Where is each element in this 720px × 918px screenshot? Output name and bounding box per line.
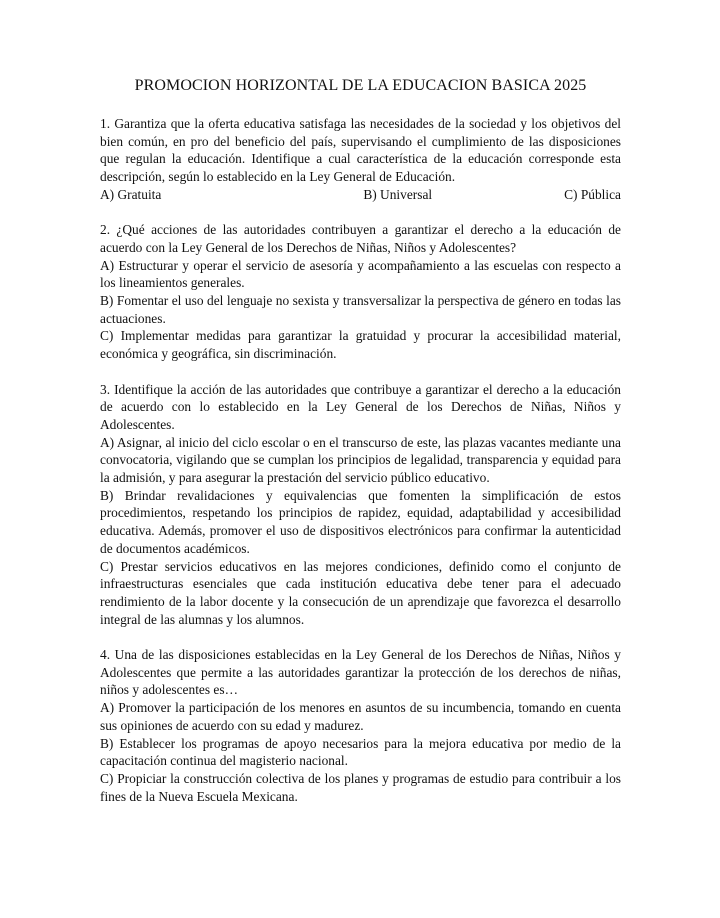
document-title: PROMOCION HORIZONTAL DE LA EDUCACION BASICA 2025 bbox=[134, 77, 587, 94]
answer-option-b: B) Fomentar el uso del lenguaje no sexista y transversalizar la perspectiva de género en todas las actuaciones. bbox=[100, 293, 621, 326]
question-stem: 2. ¿Qué acciones de las autoridades contribuyen a garantizar el derecho a la educación de acuerdo con la Ley General de los Derechos de Niñas, Niños y Adolescentes? bbox=[100, 222, 621, 255]
question-stem: 3. Identifique la acción de las autoridades que contribuye a garantizar el derecho a la educación de acuerdo con lo establecido en la Ley General de los Derechos de Niñas, Niños y Adolescentes. bbox=[100, 381, 621, 432]
answer-option-b: B) Brindar revalidaciones y equivalencias que fomenten la simplificación de estos procedimientos, respetando los principios de rapidez, equidad, adaptabilidad y accesibilidad educativa. Además, promover el uso de dispositivos electrónicos para confirmar la autenticidad de documentos académicos. bbox=[100, 487, 621, 556]
answer-option-a: A) Gratuita bbox=[100, 186, 162, 202]
answer-option-c: C) Propiciar la construcción colectiva de los planes y programas de estudio para contribuir a los fines de la Nueva Escuela Mexicana. bbox=[100, 770, 621, 804]
answer-option-a: A) Promover la participación de los menores en asuntos de su incumbencia, tomando en cuenta sus opiniones de acuerdo con su edad y madurez. bbox=[100, 700, 621, 733]
answer-option-c: C) Pública bbox=[564, 186, 621, 202]
answer-option-b: B) Establecer los programas de apoyo necesarios para la mejora educativa por medio de la capacitación continua del magisterio nacional. bbox=[100, 735, 621, 769]
question-stem: 1. Garantiza que la oferta educativa satisfaga las necesidades de la sociedad y los objetivos del bien común, en pro del beneficio del país, supervisando el cumplimiento de las disposiciones que regulan la educación. Identifique a cual característica de la educación corresponde esta descripción, según lo establecido en la Ley General de Educación. bbox=[100, 116, 621, 185]
question-2 bbox=[100, 221, 621, 363]
question-4 bbox=[100, 646, 621, 805]
answer-options bbox=[100, 186, 621, 204]
answer-option-b: B) Universal bbox=[363, 186, 433, 202]
question-3 bbox=[100, 381, 621, 629]
question-1 bbox=[100, 115, 621, 204]
answer-option-a: A) Estructurar y operar el servicio de asesoría y acompañamiento a las escuelas con respecto a los lineamientos generales. bbox=[100, 257, 621, 291]
question-stem: 4. Una de las disposiciones establecidas en la Ley General de los Derechos de Niñas, Niños y Adolescentes que permite a las autoridades garantizar la protección de los derechos de niñas, niños y adolescentes es… bbox=[100, 647, 621, 698]
question-list bbox=[100, 115, 621, 805]
answer-option-c: C) Prestar servicios educativos en las mejores condiciones, definido como el conjunto de infraestructuras esenciales que cada institución educativa debe tener para el adecuado rendimiento de la labor docente y la consecución de un aprendizaje que favorezca el desarrollo integral de las alumnas y los alumnos. bbox=[100, 558, 621, 627]
answer-option-c: C) Implementar medidas para garantizar la gratuidad y procurar la accesibilidad material, económica y geográfica, sin discriminación. bbox=[100, 328, 621, 362]
answer-option-a: A) Asignar, al inicio del ciclo escolar o en el transcurso de este, las plazas vacantes mediante una convocatoria, vigilando que se cumplan los principios de legalidad, transparencia y equidad para la admisión, y para asegurar la prestación del servicio público educativo. bbox=[100, 434, 621, 486]
